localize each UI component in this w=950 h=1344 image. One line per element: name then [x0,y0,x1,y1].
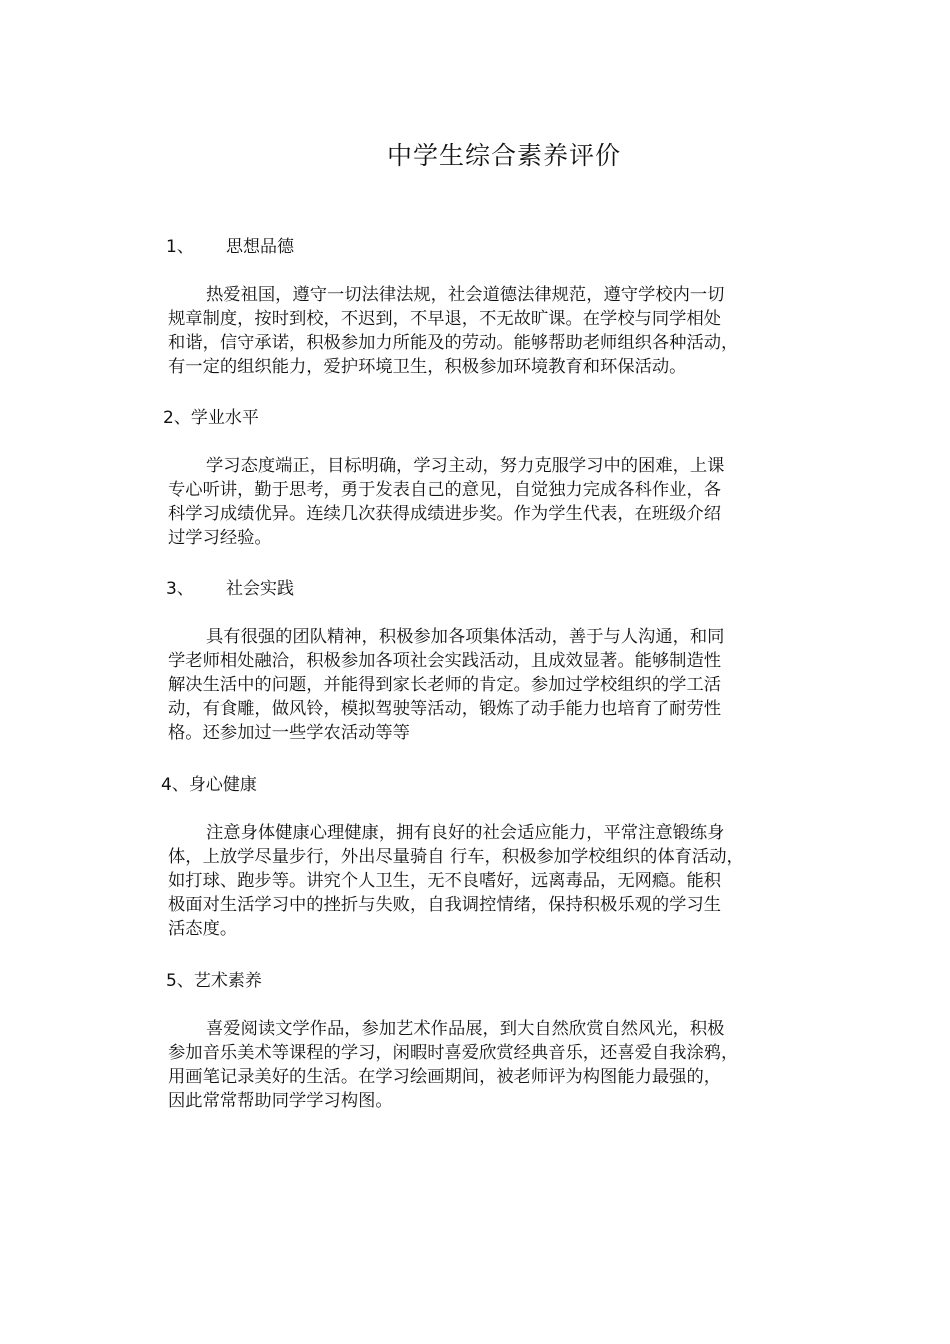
paragraph-line: 学老师相处融洽，积极参加各项社会实践活动，且成效显著。能够制造性 [168,651,722,671]
paragraph-line: 规章制度，按时到校，不迟到，不早退，不无故旷课。在学校与同学相处 [168,309,722,329]
document-title: 中学生综合素养评价 [386,141,621,170]
section-title: 艺术素养 [193,971,262,991]
section-number: 1、 [166,237,194,257]
section-number: 3、 [166,579,194,599]
section-title: 社会实践 [226,579,294,599]
paragraph-line: 注意身体健康心理健康，拥有良好的社会适应能力，平常注意锻练身 [206,823,725,843]
section-paragraph-4 [168,821,796,941]
section-paragraph-5 [168,1017,796,1113]
paragraph-line: 动，有食雕，做风铃，模拟驾驶等活动，锻炼了动手能力也培育了耐劳性 [168,699,722,719]
paragraph-line: 喜爱阅读文学作品，参加艺术作品展，到大自然欣赏自然风光，积极 [206,1019,725,1039]
paragraph-line: 科学习成绩优异。连续几次获得成绩进步奖。作为学生代表，在班级介绍 [168,504,722,524]
paragraph-line: 用画笔记录美好的生活。在学习绘画期间，被老师评为构图能力最强的， [168,1067,722,1087]
paragraph-line: 学习态度端正，目标明确，学习主动，努力克服学习中的困难，上课 [206,456,725,476]
section-heading-1 [166,235,294,259]
paragraph-line: 参加音乐美术等课程的学习，闲暇时喜爱欣赏经典音乐，还喜爱自我涂鸦， [168,1043,739,1063]
section-heading-2 [163,406,259,430]
paragraph-line: 专心听讲，勤于思考，勇于发表自己的意见，自觉独力完成各科作业，各 [168,480,722,500]
section-number: 5、 [166,971,194,991]
paragraph-line: 极面对生活学习中的挫折与失败，自我调控情绪，保持积极乐观的学习生 [168,895,722,915]
paragraph-line: 体，上放学尽量步行，外出尽量骑自 行车，积极参加学校组织的体育活动， [168,847,744,867]
paragraph-line: 具有很强的团队精神，积极参加各项集体活动，善于与人沟通，和同 [206,627,725,647]
section-number: 2、 [163,408,191,428]
section-heading-3 [166,577,294,601]
section-heading-5 [166,969,262,993]
section-heading-4 [161,773,257,797]
paragraph-line: 格。还参加过一些学农活动等等 [168,723,410,743]
section-title: 学业水平 [190,408,259,428]
section-paragraph-3 [168,625,796,745]
paragraph-line: 因此常常帮助同学学习构图。 [168,1091,393,1111]
paragraph-line: 有一定的组织能力，爱护环境卫生，积极参加环境教育和环保活动。 [168,357,687,377]
paragraph-line: 热爱祖国，遵守一切法律法规，社会道德法律规范，遵守学校内一切 [206,285,725,305]
section-title: 身心健康 [188,775,257,795]
section-title: 思想品德 [226,237,294,257]
section-paragraph-1 [168,283,796,379]
section-number: 4、 [161,775,189,795]
paragraph-line: 过学习经验。 [168,528,272,548]
paragraph-line: 解决生活中的问题，并能得到家长老师的肯定。参加过学校组织的学工活 [168,675,722,695]
paragraph-line: 活态度。 [168,919,238,939]
section-paragraph-2 [168,454,796,550]
paragraph-line: 和谐，信守承诺，积极参加力所能及的劳动。能够帮助老师组织各种活动， [168,333,739,353]
paragraph-line: 如打球、跑步等。讲究个人卫生，无不良嗜好，远离毒品，无网瘾。能积 [168,871,722,891]
